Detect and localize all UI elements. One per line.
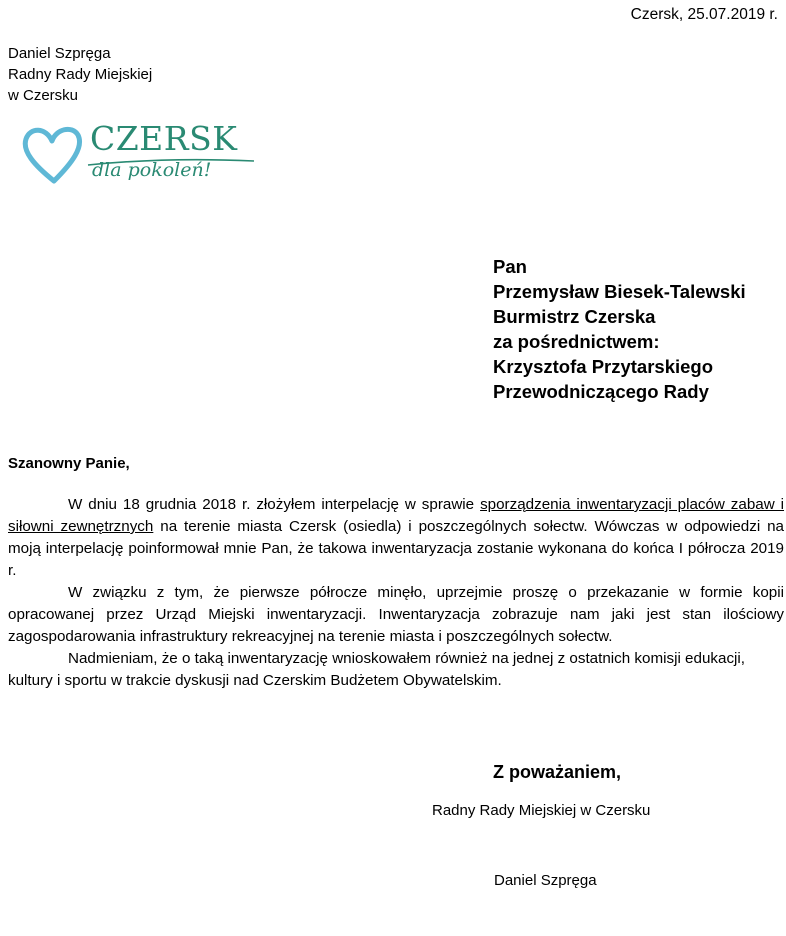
recipient-name: Przemysław Biesek-Talewski [493, 281, 746, 302]
paragraph-2: W związku z tym, że pierwsze półrocze minęło, uprzejmie proszę o przekazanie w formie kopii opracowanej przez Urząd Miejski inwentaryzacji. Inwentaryzacja zobrazuje nam jaki jest stan ilościowy zagospodarowania infrastruktury rekreacyjnej na terenie miasta i poszczególnych sołectw. [8, 584, 784, 645]
czersk-logo [20, 117, 250, 197]
heart-icon [20, 121, 90, 191]
sender-name: Daniel Szpręga [8, 45, 111, 62]
paragraph-1 [8, 494, 784, 582]
recipient-via: za pośrednictwem: [493, 331, 660, 352]
letter-date: Czersk, 25.07.2019 r. [630, 6, 778, 23]
sender-block [8, 43, 152, 106]
salutation: Szanowny Panie, [8, 455, 130, 472]
signature-name: Daniel Szpręga [494, 872, 597, 889]
letter-body [8, 494, 784, 692]
recipient-block [493, 254, 746, 404]
recipient-salutation-title: Pan [493, 256, 527, 277]
sender-location: w Czersku [8, 87, 79, 104]
paragraph-1-start: W dniu 18 grudnia 2018 r. złożyłem interpelację w sprawie [68, 496, 481, 513]
signature-title: Radny Rady Miejskiej w Czersku [432, 802, 651, 819]
closing: Z poważaniem, [493, 762, 622, 782]
paragraph-1-end: na terenie miasta Czersk (osiedla) i poszczególnych sołectw. Wówczas w odpowiedzi na moją interpelację poinformował mnie Pan, że takowa inwentaryzacja zostanie wykonana do końca I półrocza 2019 r. [8, 518, 785, 579]
logo-wordmark: CZERSK [90, 119, 238, 158]
paragraph-1-underlined: sporządzenia inwentaryzacji placów zabaw i siłowni zewnętrznych [8, 496, 785, 535]
paragraph-3: Nadmieniam, że o taką inwentaryzację wnioskowałem również na jednej z ostatnich komisji edukacji, kultury i sportu w trakcie dyskusji nad Czerskim Budżetem Obywatelskim. [8, 650, 746, 689]
recipient-role: Burmistrz Czerska [493, 306, 656, 327]
logo-tagline: dla pokoleń! [92, 159, 212, 181]
sender-role: Radny Rady Miejskiej [8, 66, 153, 83]
recipient-via-role: Przewodniczącego Rady [493, 381, 709, 402]
recipient-via-name: Krzysztofa Przytarskiego [493, 356, 714, 377]
